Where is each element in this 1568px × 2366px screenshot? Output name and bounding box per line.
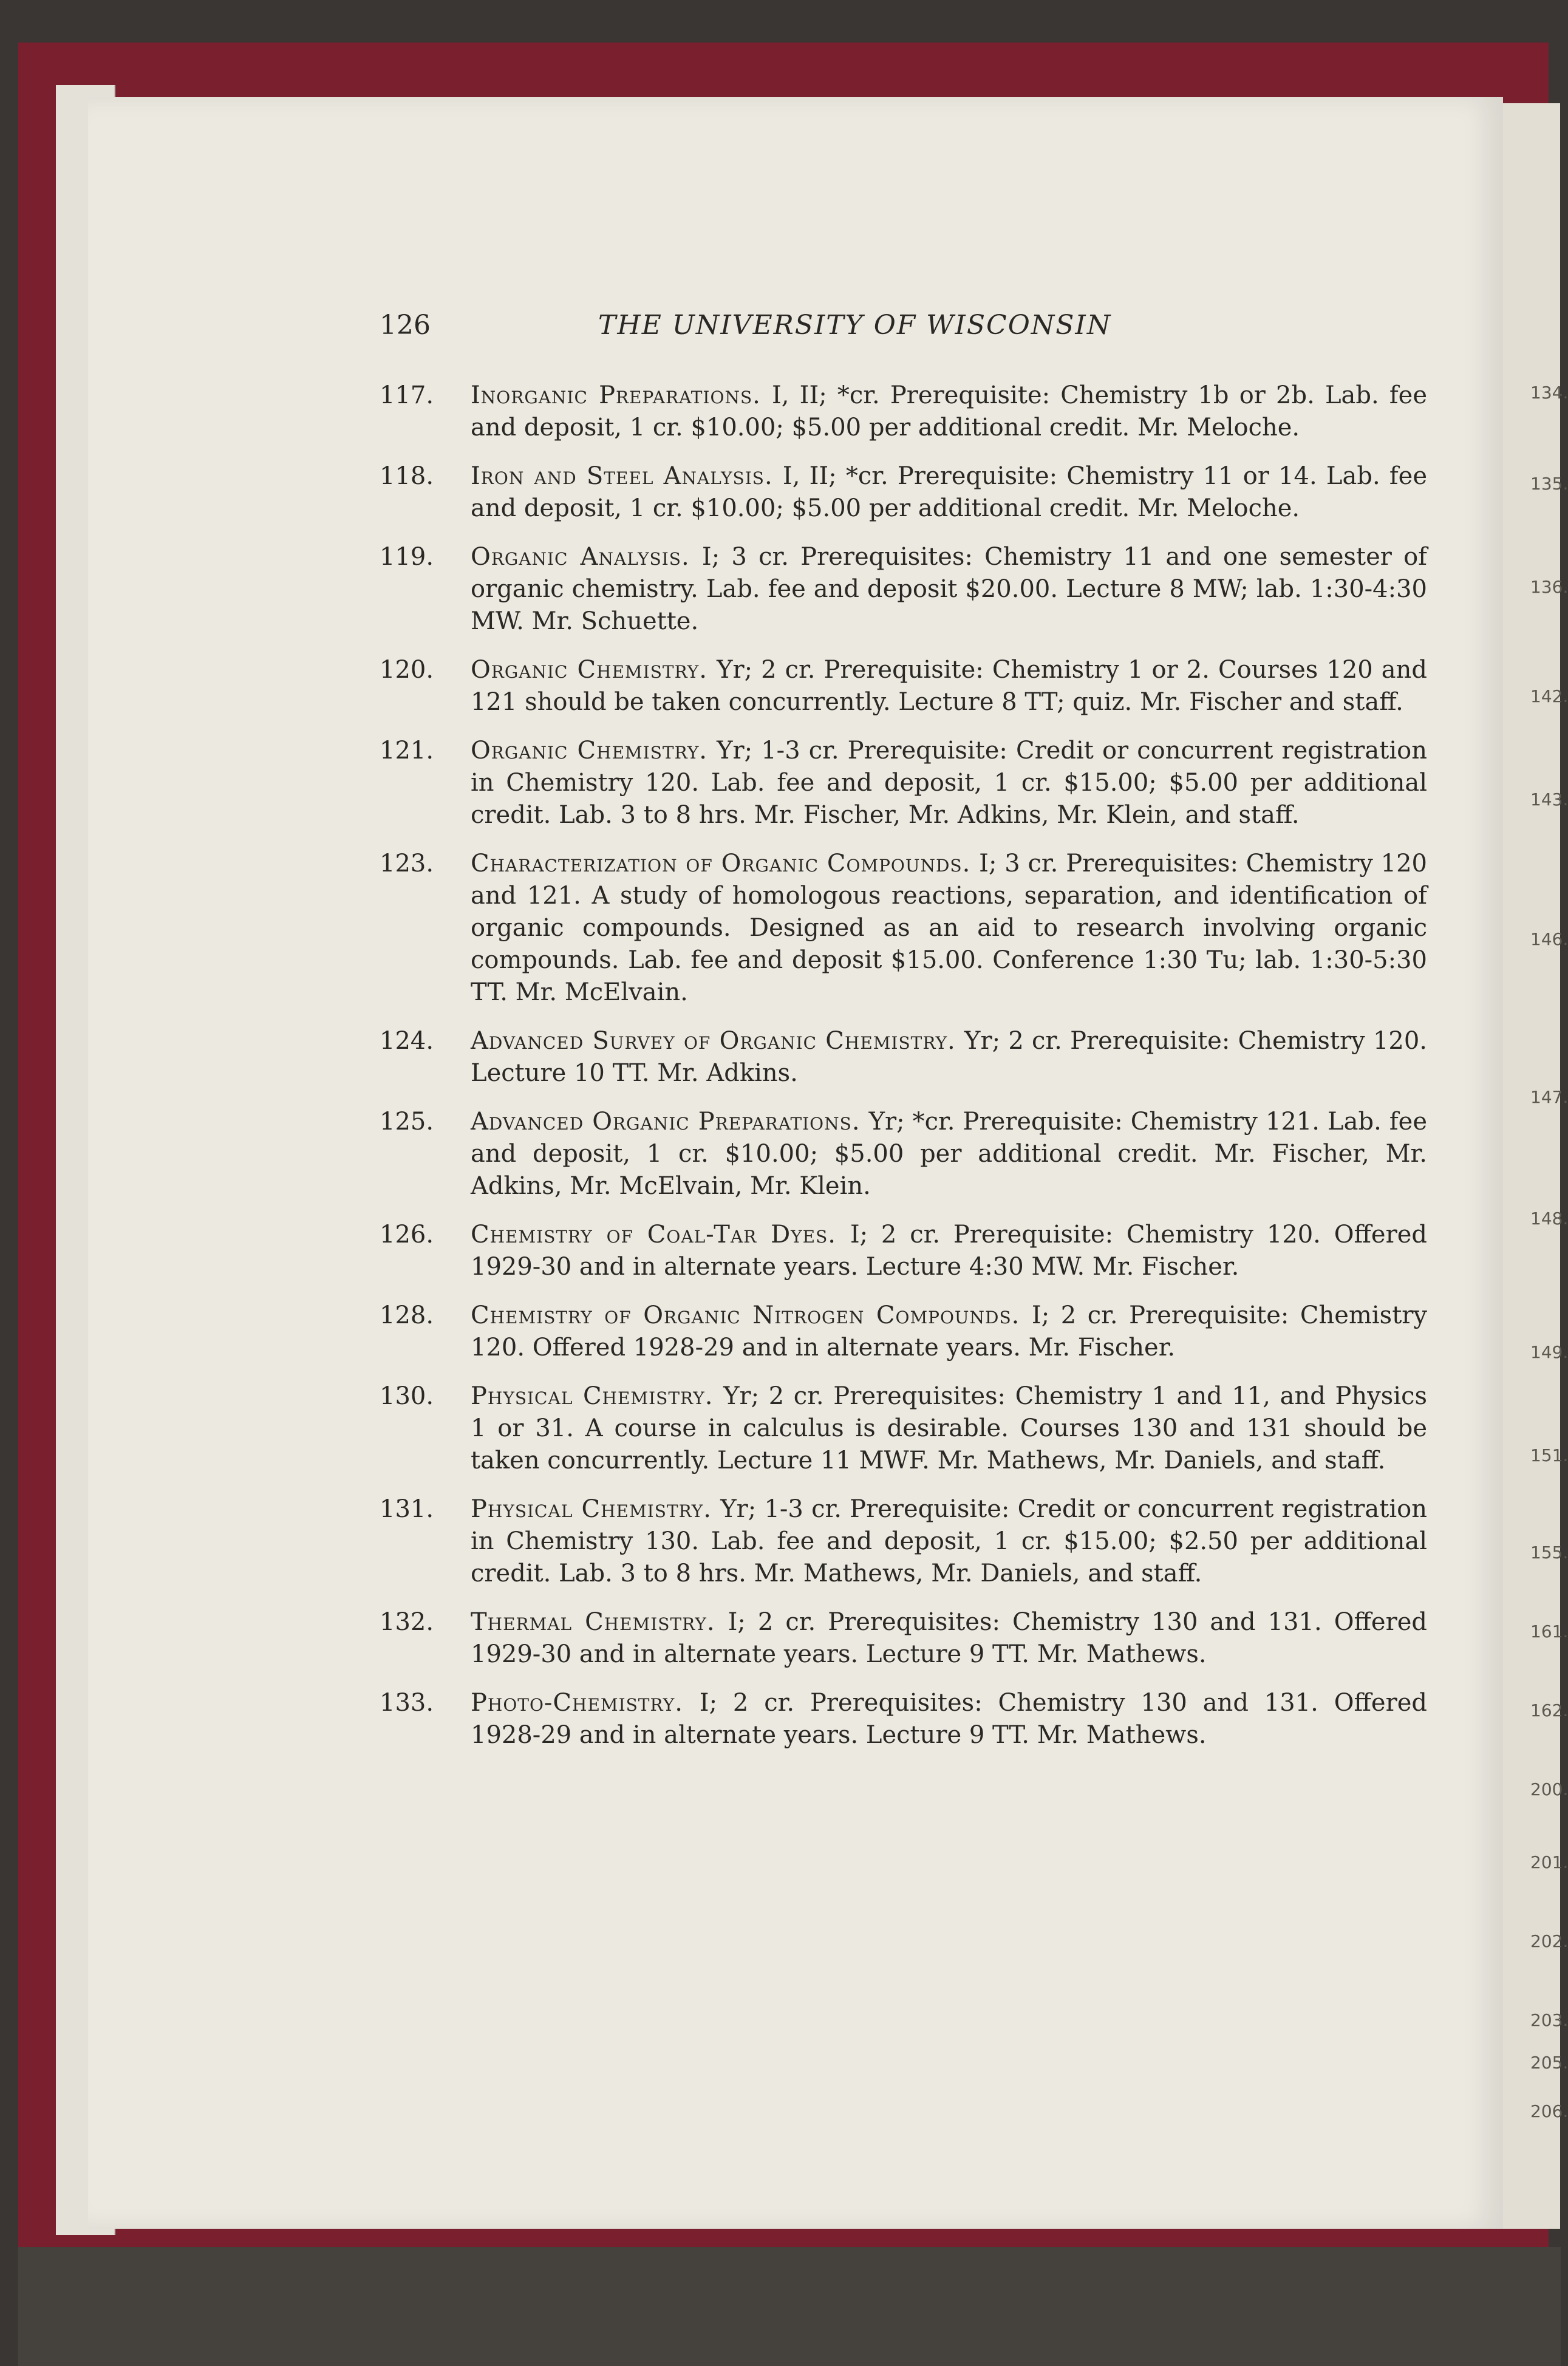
course-title: Organic Chemistry. xyxy=(471,656,717,684)
next-page-number: 162. xyxy=(1530,1700,1568,1720)
course-entry xyxy=(380,735,1427,831)
course-number: 133. xyxy=(380,1689,434,1717)
next-page-number: 143. xyxy=(1530,789,1568,810)
course-description: Yr; *cr. Prerequisite: Chemistry 121. Lab. fee and deposit, 1 cr. $10.00; $5.00 per additional credit. Mr. Fischer, Mr. Adkins, Mr. McElvain, Mr. Klein. xyxy=(471,1108,1427,1200)
course-title: Physical Chemistry. xyxy=(471,1495,721,1523)
next-page-number: 203. xyxy=(1530,2010,1568,2030)
course-list xyxy=(380,380,1427,1768)
course-entry xyxy=(380,1606,1427,1671)
course-title: Chemistry of Organic Nitrogen Compounds. xyxy=(471,1301,1032,1329)
next-page-number: 202. xyxy=(1530,1931,1568,1951)
course-entry xyxy=(380,1025,1427,1089)
page-number: 126 xyxy=(380,310,431,341)
table-surface xyxy=(18,2247,1561,2366)
course-description: I; 3 cr. Prerequisites: Chemistry 120 and 121. A study of homologous reactions, separation, and identification of organic compounds. Designed as an aid to research involving organic compounds. Lab. fee and deposit $15.00. Conference 1:30 Tu; lab. 1:30-5:30 TT. Mr. McElvain. xyxy=(471,850,1427,1006)
course-title: Advanced Survey of Organic Chemistry. xyxy=(471,1027,965,1055)
course-description: I; 3 cr. Prerequisites: Chemistry 11 and one semester of organic chemistry. Lab. fee and deposit $20.00. Lecture 8 MW; lab. 1:30-4:30 MW. Mr. Schuette. xyxy=(471,543,1427,635)
next-page-number: 149. xyxy=(1530,1342,1568,1362)
next-page-number: 135. xyxy=(1530,474,1568,494)
next-page-number: 205. xyxy=(1530,2053,1568,2073)
course-entry xyxy=(380,1493,1427,1590)
course-title: Characterization of Organic Compounds. xyxy=(471,850,980,878)
next-page-number: 200. xyxy=(1530,1779,1568,1799)
page-header xyxy=(380,310,1427,346)
course-entry xyxy=(380,1380,1427,1477)
next-page-number: 161. xyxy=(1530,1621,1568,1642)
next-page-number: 155. xyxy=(1530,1543,1568,1563)
course-number: 120. xyxy=(380,656,434,684)
course-number: 121. xyxy=(380,737,434,765)
next-page-number: 206. xyxy=(1530,2101,1568,2121)
course-description: Yr; 1-3 cr. Prerequisite: Credit or concurrent registration in Chemistry 130. Lab. fee and deposit, 1 cr. $15.00; $2.50 per additional credit. Lab. 3 to 8 hrs. Mr. Mathews, Mr. Daniels, and staff. xyxy=(471,1495,1427,1587)
course-number: 118. xyxy=(380,462,434,490)
course-description: Yr; 2 cr. Prerequisites: Chemistry 1 and 11, and Physics 1 or 31. A course in calculus is desirable. Courses 130 and 131 should be taken concurrently. Lecture 11 MWF. Mr. Mathews, Mr. Daniels, and staff. xyxy=(471,1382,1427,1474)
course-description: I; 2 cr. Prerequisite: Chemistry 120. Offered 1928-29 and in alternate years. Mr. Fischer. xyxy=(471,1301,1427,1362)
course-description: Yr; 2 cr. Prerequisite: Chemistry 1 or 2. Courses 120 and 121 should be taken concurrently. Lecture 8 TT; quiz. Mr. Fischer and staff. xyxy=(471,656,1427,716)
course-description: I; 2 cr. Prerequisites: Chemistry 130 and 131. Offered 1929-30 and in alternate years. Lecture 9 TT. Mr. Mathews. xyxy=(471,1608,1427,1668)
course-number: 130. xyxy=(380,1382,434,1410)
course-title: Iron and Steel Analysis. xyxy=(471,462,783,490)
next-page-number: 142. xyxy=(1530,686,1568,706)
course-title: Thermal Chemistry. xyxy=(471,1608,728,1636)
course-title: Organic Analysis. xyxy=(471,543,702,571)
course-description: I; 2 cr. Prerequisite: Chemistry 120. Offered 1929-30 and in alternate years. Lecture 4:30 MW. Mr. Fischer. xyxy=(471,1221,1427,1281)
course-description: I, II; *cr. Prerequisite: Chemistry 11 or 14. Lab. fee and deposit, 1 cr. $10.00; $5.00 per additional credit. Mr. Meloche. xyxy=(471,462,1427,522)
course-entry xyxy=(380,460,1427,525)
course-entry xyxy=(380,1219,1427,1283)
course-number: 125. xyxy=(380,1108,434,1136)
course-number: 124. xyxy=(380,1027,434,1055)
course-title: Advanced Organic Preparations. xyxy=(471,1108,869,1136)
course-number: 123. xyxy=(380,850,434,878)
next-page-edge xyxy=(1500,103,1568,2229)
course-number: 117. xyxy=(380,381,434,409)
next-page-number: 136. xyxy=(1530,577,1568,597)
next-page-number: 146. xyxy=(1530,929,1568,949)
next-page-number: 134. xyxy=(1530,383,1568,403)
course-entry xyxy=(380,541,1427,638)
next-page-number: 201. xyxy=(1530,1852,1568,1872)
course-title: Organic Chemistry. xyxy=(471,737,717,765)
course-entry xyxy=(380,1106,1427,1202)
next-page-number: 148. xyxy=(1530,1209,1568,1229)
course-number: 132. xyxy=(380,1608,434,1636)
course-description: I, II; *cr. Prerequisite: Chemistry 1b or 2b. Lab. fee and deposit, 1 cr. $10.00; $5.00 per additional credit. Mr. Meloche. xyxy=(471,381,1427,441)
next-page-number: 151. xyxy=(1530,1445,1568,1465)
course-entry xyxy=(380,1300,1427,1364)
course-number: 126. xyxy=(380,1221,434,1249)
course-entry xyxy=(380,848,1427,1009)
course-description: I; 2 cr. Prerequisites: Chemistry 130 and 131. Offered 1928-29 and in alternate years. Lecture 9 TT. Mr. Mathews. xyxy=(471,1689,1427,1749)
next-page-number: 147. xyxy=(1530,1087,1568,1107)
course-title: Chemistry of Coal-Tar Dyes. xyxy=(471,1221,850,1249)
course-title: Inorganic Preparations. xyxy=(471,381,772,409)
course-title: Physical Chemistry. xyxy=(471,1382,724,1410)
course-number: 128. xyxy=(380,1301,434,1329)
course-entry xyxy=(380,654,1427,718)
course-entry xyxy=(380,380,1427,444)
course-description: Yr; 2 cr. Prerequisite: Chemistry 120. Lecture 10 TT. Mr. Adkins. xyxy=(471,1027,1427,1087)
running-title: THE UNIVERSITY OF WISCONSIN xyxy=(598,310,1112,341)
course-description: Yr; 1-3 cr. Prerequisite: Credit or concurrent registration in Chemistry 120. Lab. fee and deposit, 1 cr. $15.00; $5.00 per additional credit. Lab. 3 to 8 hrs. Mr. Fischer, Mr. Adkins, Mr. Klein, and staff. xyxy=(471,737,1427,829)
course-number: 119. xyxy=(380,543,434,571)
course-entry xyxy=(380,1687,1427,1751)
course-number: 131. xyxy=(380,1495,434,1523)
course-title: Photo-Chemistry. xyxy=(471,1689,700,1717)
